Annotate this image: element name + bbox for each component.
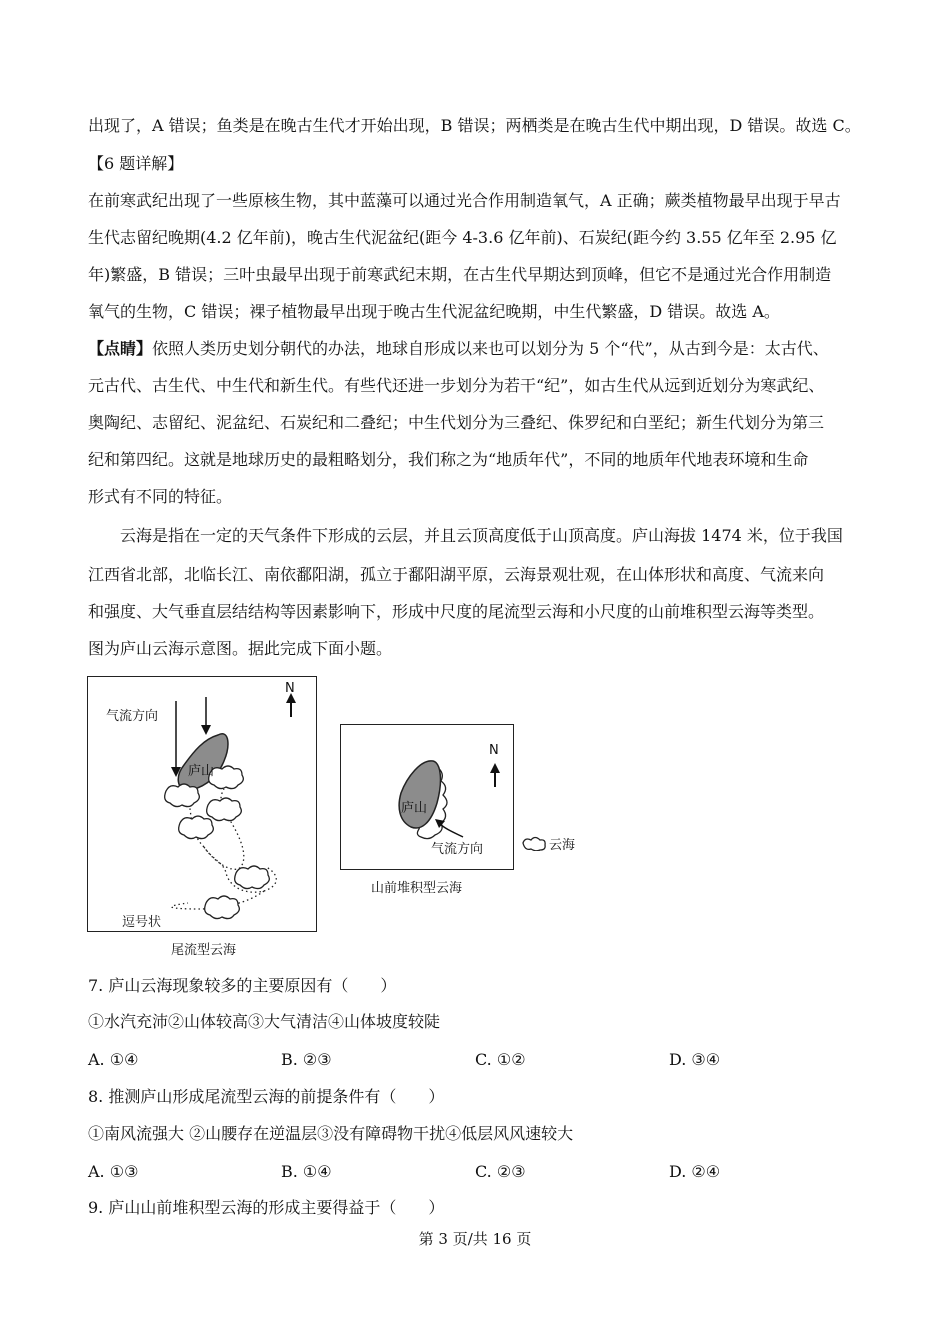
cloud-icon bbox=[165, 784, 200, 807]
wake-caption: 尾流型云海 bbox=[171, 943, 237, 958]
question-8-stem: 8. 推测庐山形成尾流型云海的前提条件有（ ） bbox=[88, 1087, 445, 1106]
context-text: 云海是指在一定的天气条件下形成的云层，并且云顶高度低于山顶高度。庐山海拔 1474 米，位于我国 bbox=[120, 526, 843, 545]
legend-label: 云海 bbox=[549, 838, 576, 853]
question-8-items: ①南风流强大 ②山腰存在逆温层③没有障碍物干扰④低层风风速较大 bbox=[88, 1124, 574, 1143]
page-footer: 第 3 页/共 16 页 bbox=[418, 1230, 532, 1248]
question-7-option-d[interactable]: D. ③④ bbox=[669, 1050, 721, 1069]
note-text: 元古代、古生代、中生代和新生代。有些代还进一步划分为若干“纪”，如古生代从远到近划分为寒武纪、 bbox=[88, 376, 825, 395]
answer-text: 出现了，A 错误；鱼类是在晚古生代才开始出现，B 错误；两栖类是在晚古生代中期出现，D 错误。故选 C。 bbox=[88, 116, 861, 135]
note-text: 奥陶纪、志留纪、泥盆纪、石炭纪和二叠纪；中生代划分为三叠纪、侏罗纪和白垩纪；新生代划分为第三 bbox=[88, 413, 825, 432]
note-label: 【点睛】 bbox=[88, 339, 153, 358]
comma-shape-label: 逗号状 bbox=[122, 915, 162, 930]
context-text: 江西省北部，北临长江、南依鄱阳湖，孤立于鄱阳湖平原，云海景观壮观，在山体形状和高度、气流来向 bbox=[88, 565, 825, 584]
context-text: 和强度、大气垂直层结结构等因素影响下，形成中尺度的尾流型云海和小尺度的山前堆积型云海等类型。 bbox=[88, 602, 825, 621]
question-8-option-b[interactable]: B. ①④ bbox=[281, 1162, 332, 1181]
mountain-label: 庐山 bbox=[188, 764, 215, 779]
note-text: 形式有不同的特征。 bbox=[88, 487, 233, 506]
airflow-arrowhead-2 bbox=[201, 725, 211, 735]
question-7-option-a[interactable]: A. ①④ bbox=[88, 1050, 139, 1069]
mountain-label: 庐山 bbox=[401, 801, 428, 816]
question-8-option-a[interactable]: A. ①③ bbox=[88, 1162, 139, 1181]
context-text: 图为庐山云海示意图。据此完成下面小题。 bbox=[88, 639, 393, 658]
answer-text: 生代志留纪晚期(4.2 亿年前)，晚古生代泥盆纪(距今 4-3.6 亿年前)、石炭纪(距今约 3.55 亿年至 2.95 亿 bbox=[88, 228, 837, 247]
airflow-arrow bbox=[439, 823, 463, 837]
piling-caption: 山前堆积型云海 bbox=[371, 881, 463, 896]
north-label: N bbox=[489, 743, 499, 758]
note-text: 纪和第四纪。这就是地球历史的最粗略划分，我们称之为“地质年代”，不同的地质年代地表环境和生命 bbox=[88, 450, 809, 469]
question-7-stem: 7. 庐山云海现象较多的主要原因有（ ） bbox=[88, 976, 397, 995]
cloud-icon bbox=[179, 816, 214, 839]
section-heading-q6: 【6 题详解】 bbox=[88, 154, 184, 173]
piling-cloud-sea-diagram bbox=[340, 724, 514, 870]
north-arrowhead bbox=[490, 763, 500, 773]
answer-text: 年)繁盛，B 错误；三叶虫最早出现于前寒武纪末期，在古生代早期达到顶峰，但它不是通过光合作用制造 bbox=[88, 265, 832, 284]
question-7-items: ①水汽充沛②山体较高③大气清洁④山体坡度较陡 bbox=[88, 1012, 441, 1031]
question-8-option-d[interactable]: D. ②④ bbox=[669, 1162, 721, 1181]
cloud-icon bbox=[235, 866, 270, 889]
question-7-option-c[interactable]: C. ①② bbox=[475, 1050, 526, 1069]
cloud-icon bbox=[205, 896, 240, 919]
cloud-icon bbox=[207, 798, 242, 821]
answer-text: 氧气的生物，C 错误；裸子植物最早出现于晚古生代泥盆纪晚期，中生代繁盛，D 错误。故选 A。 bbox=[88, 302, 780, 321]
wake-cloud-sea-diagram bbox=[87, 676, 317, 932]
question-9-stem: 9. 庐山山前堆积型云海的形成主要得益于（ ） bbox=[88, 1198, 445, 1217]
north-label: N bbox=[285, 681, 295, 696]
answer-text: 在前寒武纪出现了一些原核生物，其中蓝藻可以通过光合作用制造氧气，A 正确；蕨类植物最早出现于早古 bbox=[88, 191, 841, 210]
airflow-label: 气流方向 bbox=[106, 709, 159, 724]
note-text: 依照人类历史划分朝代的办法，地球自形成以来也可以划分为 5 个“代”，从古到今是：太古代、 bbox=[152, 339, 829, 358]
note-paragraph bbox=[88, 339, 878, 359]
question-7-option-b[interactable]: B. ②③ bbox=[281, 1050, 332, 1069]
airflow-label: 气流方向 bbox=[431, 842, 484, 857]
question-8-option-c[interactable]: C. ②③ bbox=[475, 1162, 526, 1181]
cloud-legend-icon bbox=[520, 835, 548, 851]
